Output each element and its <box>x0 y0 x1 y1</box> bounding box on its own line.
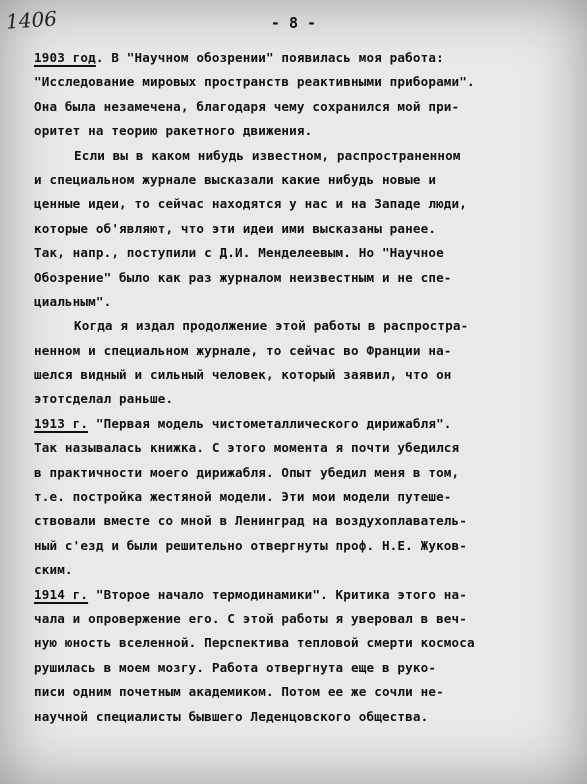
line-text: "Второе начало термодинамики". Критика этого на- <box>88 586 467 602</box>
text-line <box>34 461 579 485</box>
text-line <box>34 70 579 94</box>
text-line <box>34 363 579 387</box>
text-line <box>34 339 579 363</box>
text-line <box>34 631 579 655</box>
line-text: Она была незамечена, благодаря чему сохранился мой при- <box>34 98 460 114</box>
year-heading: 1914 г. <box>34 586 89 602</box>
text-line <box>34 607 579 631</box>
text-line <box>34 583 579 607</box>
line-text: Обозрение" было как раз журналом неизвестным и не спе- <box>34 269 452 285</box>
text-line <box>34 534 579 558</box>
line-text: Когда я издал продолжение этой работы в распростра- <box>74 318 469 334</box>
line-text: научной специалисты бывшего Леденцовского общества. <box>34 708 429 724</box>
text-line <box>34 558 579 582</box>
text-line <box>34 485 579 509</box>
text-line <box>34 168 579 192</box>
line-text: Так называлась книжка. С этого момента я почти убедился <box>34 440 460 456</box>
line-text: чала и опровержение его. С этой работы я уверовал в веч- <box>34 610 467 626</box>
text-line <box>34 144 579 168</box>
year-heading: 1903 год <box>34 50 96 65</box>
line-text: и специальном журнале высказали какие нибудь новые и <box>34 171 437 187</box>
text-line <box>34 266 579 290</box>
text-line <box>34 217 579 241</box>
line-text: "Первая модель чистометаллического дирижабля". <box>88 415 452 431</box>
line-text: ный с'езд и были решительно отвергнуты проф. Н.Е. Жуков- <box>34 537 467 553</box>
line-text: оритет на теорию ракетного движения. <box>34 123 313 139</box>
line-text: этотсделал раньше. <box>34 391 174 407</box>
line-text: ценные идеи, то сейчас находятся у нас и на Западе люди, <box>34 196 467 212</box>
handwritten-page-note: 1406 <box>5 6 58 34</box>
text-line <box>34 290 579 314</box>
text-line <box>34 119 579 143</box>
line-text: шелся видный и сильный человек, который заявил, что он <box>34 367 452 383</box>
text-line <box>34 680 579 704</box>
line-text: ненном и специальном журнале, то сейчас во Франции на- <box>34 342 452 358</box>
text-line <box>34 314 579 338</box>
line-text: . В "Научном обозрении" появилась моя работа: <box>95 50 444 65</box>
page-number: - 8 - <box>270 14 317 32</box>
year-heading: 1913 г. <box>34 415 89 431</box>
text-line <box>34 387 579 411</box>
text-line <box>34 46 579 70</box>
line-text: т.е. постройка жестяной модели. Эти мои модели путеше- <box>34 489 452 505</box>
text-line <box>34 436 579 460</box>
text-line <box>34 192 579 216</box>
line-text: рушилась в моем мозгу. Работа отвергнута еще в руко- <box>34 659 437 675</box>
line-text: "Исследование мировых пространств реактивными приборами". <box>34 74 475 90</box>
line-text: в практичности моего дирижабля. Опыт убедил меня в том, <box>34 464 460 480</box>
text-line <box>34 95 579 119</box>
line-text: ствовали вместе со мной в Ленинград на воздухоплаватель- <box>34 513 467 529</box>
line-text: ским. <box>34 562 73 578</box>
text-line <box>34 412 579 436</box>
line-text: которые об'являют, что эти идеи ими высказаны ранее. <box>34 220 437 236</box>
line-text: ную юность вселенной. Перспектива тепловой смерти космоса <box>34 635 475 651</box>
text-line <box>34 705 579 729</box>
line-text: Если вы в каком нибудь известном, распространенном <box>74 147 461 163</box>
text-line <box>34 241 579 265</box>
text-line <box>34 509 579 533</box>
line-text: циальным". <box>34 293 112 309</box>
line-text: писи одним почетным академиком. Потом ее же сочли не- <box>34 684 444 700</box>
text-line <box>34 656 579 680</box>
typed-text-body <box>34 46 579 729</box>
line-text: Так, напр., поступили с Д.И. Менделеевым. Но "Научное <box>34 245 444 261</box>
